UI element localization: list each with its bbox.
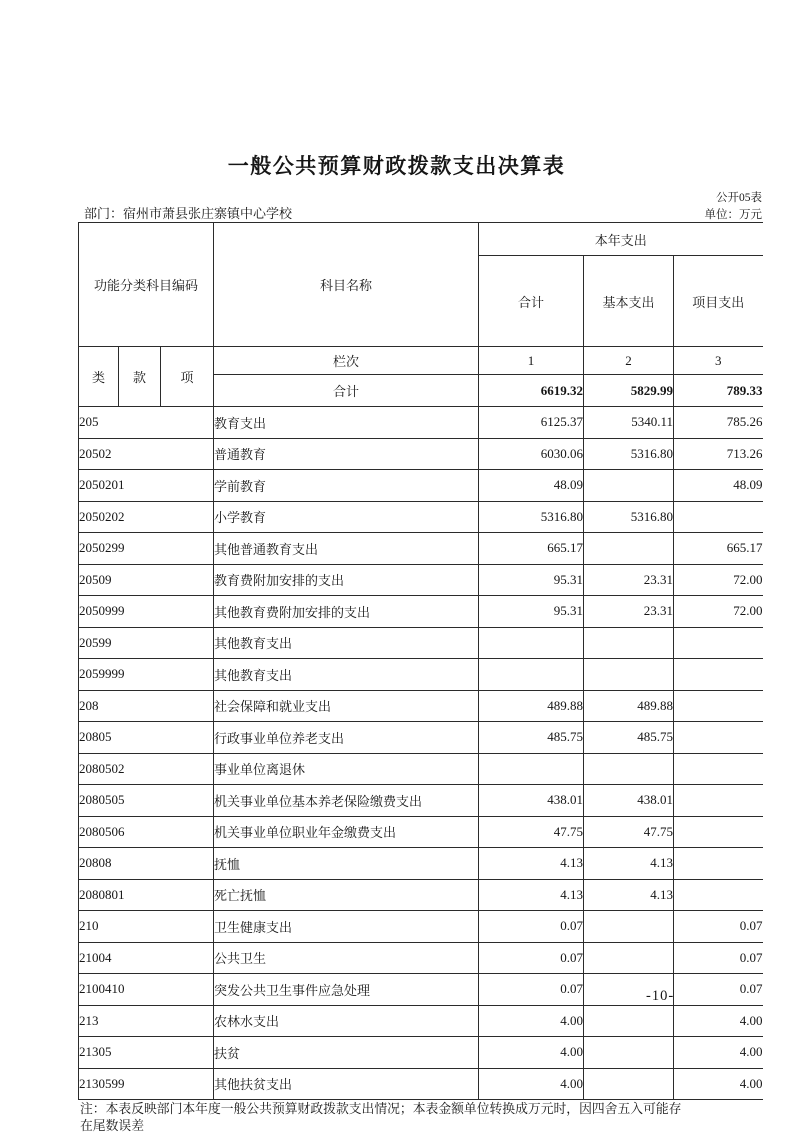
header-code-group: 功能分类科目编码 bbox=[79, 223, 214, 347]
table-row bbox=[79, 942, 763, 974]
row-total: 438.01 bbox=[479, 785, 584, 817]
row-code: 21305 bbox=[79, 1037, 214, 1069]
table-row bbox=[79, 501, 763, 533]
row-project-expense: 785.26 bbox=[674, 407, 763, 439]
lanci-col-1: 1 bbox=[479, 347, 584, 375]
row-project-expense bbox=[674, 627, 763, 659]
row-subject-name: 公共卫生 bbox=[214, 942, 479, 974]
row-total: 485.75 bbox=[479, 722, 584, 754]
table-row bbox=[79, 659, 763, 691]
table-row bbox=[79, 627, 763, 659]
row-subject-name: 小学教育 bbox=[214, 501, 479, 533]
row-total: 48.09 bbox=[479, 470, 584, 502]
row-code: 2059999 bbox=[79, 659, 214, 691]
row-total: 0.07 bbox=[479, 911, 584, 943]
footnote-line-2: 在尾数误差 bbox=[80, 1119, 144, 1133]
row-total: 6125.37 bbox=[479, 407, 584, 439]
row-subject-name: 其他教育支出 bbox=[214, 627, 479, 659]
row-basic-expense bbox=[584, 470, 674, 502]
row-project-expense: 0.07 bbox=[674, 911, 763, 943]
department-line: 部门：宿州市萧县张庄寨镇中心学校 bbox=[84, 206, 293, 221]
row-basic-expense bbox=[584, 627, 674, 659]
row-basic-expense: 485.75 bbox=[584, 722, 674, 754]
row-subject-name: 普通教育 bbox=[214, 438, 479, 470]
page-number: -10- bbox=[646, 988, 675, 1004]
row-total: 0.07 bbox=[479, 974, 584, 1006]
row-project-expense: 4.00 bbox=[674, 1037, 763, 1069]
unit-line: 单位：万元 bbox=[704, 209, 762, 221]
row-code: 2100410 bbox=[79, 974, 214, 1006]
row-subject-name: 死亡抚恤 bbox=[214, 879, 479, 911]
row-basic-expense: 438.01 bbox=[584, 785, 674, 817]
row-total: 4.13 bbox=[479, 879, 584, 911]
row-total: 4.00 bbox=[479, 1005, 584, 1037]
table-row bbox=[79, 722, 763, 754]
row-subject-name: 卫生健康支出 bbox=[214, 911, 479, 943]
row-code: 2080506 bbox=[79, 816, 214, 848]
header-col-total: 合计 bbox=[479, 256, 584, 347]
lanci-col-2: 2 bbox=[584, 347, 674, 375]
header-col-basic: 基本支出 bbox=[584, 256, 674, 347]
table-row bbox=[79, 785, 763, 817]
row-basic-expense: 4.13 bbox=[584, 848, 674, 880]
row-code: 2050999 bbox=[79, 596, 214, 628]
footnote-line-1: 注：本表反映部门本年度一般公共预算财政拨款支出情况；本表金额单位转换成万元时，因四舍五入可能存 bbox=[80, 1102, 682, 1116]
table-row bbox=[79, 911, 763, 943]
row-basic-expense: 489.88 bbox=[584, 690, 674, 722]
row-code: 2050202 bbox=[79, 501, 214, 533]
header-row-lanci bbox=[79, 347, 763, 375]
page-title: 一般公共预算财政拨款支出决算表 bbox=[227, 154, 566, 178]
table-row bbox=[79, 816, 763, 848]
row-total: 4.00 bbox=[479, 1037, 584, 1069]
table-row bbox=[79, 1068, 763, 1100]
row-basic-expense bbox=[584, 1068, 674, 1100]
row-subject-name: 突发公共卫生事件应急处理 bbox=[214, 974, 479, 1006]
grand-total-project: 789.33 bbox=[674, 375, 763, 407]
header-sub-xiang: 项 bbox=[161, 347, 214, 407]
row-basic-expense bbox=[584, 659, 674, 691]
row-project-expense bbox=[674, 848, 763, 880]
row-project-expense: 713.26 bbox=[674, 438, 763, 470]
row-project-expense: 48.09 bbox=[674, 470, 763, 502]
table-row bbox=[79, 848, 763, 880]
row-code: 205 bbox=[79, 407, 214, 439]
row-code: 2080505 bbox=[79, 785, 214, 817]
row-code: 20808 bbox=[79, 848, 214, 880]
row-total: 4.00 bbox=[479, 1068, 584, 1100]
row-project-expense: 4.00 bbox=[674, 1005, 763, 1037]
row-basic-expense: 5316.80 bbox=[584, 501, 674, 533]
table-row bbox=[79, 596, 763, 628]
table-header-body bbox=[79, 223, 763, 407]
row-basic-expense bbox=[584, 1005, 674, 1037]
row-code: 20502 bbox=[79, 438, 214, 470]
row-total: 47.75 bbox=[479, 816, 584, 848]
row-project-expense bbox=[674, 690, 763, 722]
row-subject-name: 教育支出 bbox=[214, 407, 479, 439]
row-total bbox=[479, 627, 584, 659]
row-subject-name: 抚恤 bbox=[214, 848, 479, 880]
lanci-label: 栏次 bbox=[214, 347, 479, 375]
grand-total-basic: 5829.99 bbox=[584, 375, 674, 407]
header-sub-lei: 类 bbox=[79, 347, 119, 407]
row-basic-expense bbox=[584, 942, 674, 974]
row-code: 2130599 bbox=[79, 1068, 214, 1100]
row-project-expense: 0.07 bbox=[674, 974, 763, 1006]
row-code: 2080801 bbox=[79, 879, 214, 911]
row-subject-name: 学前教育 bbox=[214, 470, 479, 502]
row-project-expense bbox=[674, 659, 763, 691]
header-year-expense: 本年支出 bbox=[479, 223, 763, 256]
row-subject-name: 其他教育支出 bbox=[214, 659, 479, 691]
row-subject-name: 农林水支出 bbox=[214, 1005, 479, 1037]
lanci-col-3: 3 bbox=[674, 347, 763, 375]
row-total: 95.31 bbox=[479, 596, 584, 628]
row-project-expense: 0.07 bbox=[674, 942, 763, 974]
row-subject-name: 其他普通教育支出 bbox=[214, 533, 479, 565]
row-subject-name: 其他扶贫支出 bbox=[214, 1068, 479, 1100]
row-subject-name: 事业单位离退休 bbox=[214, 753, 479, 785]
row-basic-expense bbox=[584, 533, 674, 565]
row-project-expense bbox=[674, 785, 763, 817]
row-basic-expense bbox=[584, 911, 674, 943]
row-total: 0.07 bbox=[479, 942, 584, 974]
table-row bbox=[79, 1037, 763, 1069]
table-row bbox=[79, 533, 763, 565]
row-subject-name: 社会保障和就业支出 bbox=[214, 690, 479, 722]
grand-total-label: 合计 bbox=[214, 375, 479, 407]
row-basic-expense: 23.31 bbox=[584, 564, 674, 596]
row-code: 213 bbox=[79, 1005, 214, 1037]
row-basic-expense: 5340.11 bbox=[584, 407, 674, 439]
row-project-expense bbox=[674, 722, 763, 754]
table-row bbox=[79, 753, 763, 785]
budget-table bbox=[78, 222, 763, 1100]
row-total: 489.88 bbox=[479, 690, 584, 722]
row-code: 21004 bbox=[79, 942, 214, 974]
row-total: 4.13 bbox=[479, 848, 584, 880]
header-sub-kuan: 款 bbox=[119, 347, 161, 407]
row-subject-name: 机关事业单位基本养老保险缴费支出 bbox=[214, 785, 479, 817]
row-basic-expense: 4.13 bbox=[584, 879, 674, 911]
row-code: 20805 bbox=[79, 722, 214, 754]
table-row bbox=[79, 564, 763, 596]
row-code: 20509 bbox=[79, 564, 214, 596]
row-code: 20599 bbox=[79, 627, 214, 659]
footnote bbox=[80, 1101, 764, 1135]
row-basic-expense bbox=[584, 1037, 674, 1069]
table-row bbox=[79, 690, 763, 722]
row-subject-name: 教育费附加安排的支出 bbox=[214, 564, 479, 596]
row-project-expense bbox=[674, 879, 763, 911]
public-table-number: 公开05表 bbox=[716, 192, 762, 204]
row-project-expense bbox=[674, 816, 763, 848]
grand-total-sum: 6619.32 bbox=[479, 375, 584, 407]
row-total: 665.17 bbox=[479, 533, 584, 565]
row-code: 2050299 bbox=[79, 533, 214, 565]
row-project-expense bbox=[674, 753, 763, 785]
header-col-project: 项目支出 bbox=[674, 256, 763, 347]
row-subject-name: 扶贫 bbox=[214, 1037, 479, 1069]
row-project-expense: 665.17 bbox=[674, 533, 763, 565]
row-subject-name: 其他教育费附加安排的支出 bbox=[214, 596, 479, 628]
table-row bbox=[79, 407, 763, 439]
row-total: 6030.06 bbox=[479, 438, 584, 470]
row-total bbox=[479, 753, 584, 785]
row-project-expense bbox=[674, 501, 763, 533]
header-subject-name: 科目名称 bbox=[214, 223, 479, 347]
row-project-expense: 4.00 bbox=[674, 1068, 763, 1100]
row-code: 2080502 bbox=[79, 753, 214, 785]
row-basic-expense: 23.31 bbox=[584, 596, 674, 628]
row-subject-name: 行政事业单位养老支出 bbox=[214, 722, 479, 754]
row-subject-name: 机关事业单位职业年金缴费支出 bbox=[214, 816, 479, 848]
row-code: 2050201 bbox=[79, 470, 214, 502]
header-row-1 bbox=[79, 223, 763, 256]
table-row bbox=[79, 1005, 763, 1037]
row-total: 95.31 bbox=[479, 564, 584, 596]
table-row bbox=[79, 879, 763, 911]
row-basic-expense: 5316.80 bbox=[584, 438, 674, 470]
row-project-expense: 72.00 bbox=[674, 564, 763, 596]
row-basic-expense bbox=[584, 753, 674, 785]
row-total: 5316.80 bbox=[479, 501, 584, 533]
row-code: 208 bbox=[79, 690, 214, 722]
row-project-expense: 72.00 bbox=[674, 596, 763, 628]
row-total bbox=[479, 659, 584, 691]
row-basic-expense: 47.75 bbox=[584, 816, 674, 848]
row-code: 210 bbox=[79, 911, 214, 943]
table-row bbox=[79, 438, 763, 470]
table-row bbox=[79, 470, 763, 502]
